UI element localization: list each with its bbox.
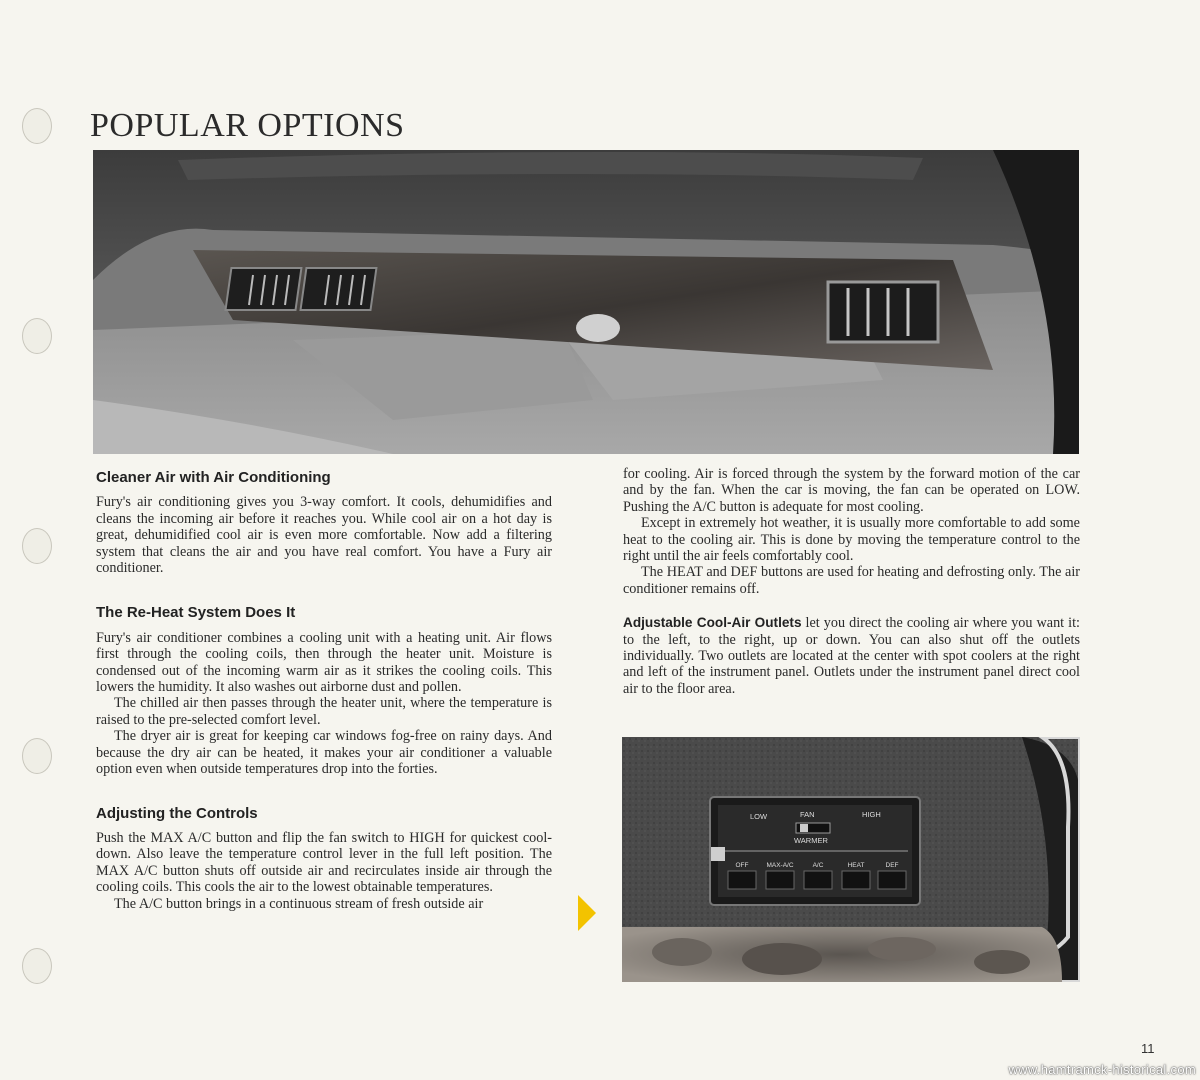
dashboard-photo (93, 150, 1079, 454)
body-paragraph: The A/C button brings in a continuous stream of fresh outside air (114, 895, 484, 912)
panel-button-def (878, 871, 906, 889)
panel-button-off (728, 871, 756, 889)
body-paragraph: The HEAT and DEF buttons are used for heating and defrosting only. The air conditioner remains off. (623, 564, 1080, 597)
section-heading-cleaner-air: Cleaner Air with Air Conditioning (96, 469, 331, 486)
panel-label-ac: A/C (812, 862, 824, 869)
body-paragraph: Fury's air conditioner combines a cooling unit with a heating unit. Air flows first through the cooling coils, then through the heater unit. Moisture is condensed out of the incoming warm air as it strikes the cooling coils. This lowers the humidity. It also washes out airborne dust and pollen. (96, 629, 552, 696)
panel-label-low: LOW (750, 812, 768, 821)
panel-label-off: OFF (735, 862, 749, 869)
binder-hole (22, 738, 52, 774)
body-paragraph: for cooling. Air is forced through the system by the forward motion of the car and by the fan. When the car is moving, the fan can be operated on LOW. Pushing the A/C button is adequate for most cooling. (623, 466, 1080, 515)
body-paragraph: Fury's air conditioning gives you 3-way comfort. It cools, dehumidifies and cleans the incoming air before it reaches you. While cool air on a hot day is great, dehumidified cool air is even more comfortable. Now add a filtering system that cleans the air and you have real comfort. You have a Fury air conditioner. (96, 494, 552, 577)
panel-button-ac (804, 871, 832, 889)
body-paragraph: The dryer air is great for keeping car windows fog-free on rainy days. And because the dry air can be heated, it makes your air conditioner a valuable option even when outside temperatures drop into the forties. (96, 728, 552, 778)
body-paragraph: The chilled air then passes through the heater unit, where the temperature is raised to the pre-selected comfort level. (96, 695, 552, 728)
binder-hole (22, 108, 52, 144)
outlets-lead: Adjustable Cool-Air Outlets (623, 615, 802, 631)
panel-button-max-ac (766, 871, 794, 889)
section-heading-reheat: The Re-Heat System Does It (96, 604, 296, 622)
control-panel-photo (622, 737, 1080, 982)
panel-label-fan: FAN (800, 810, 815, 819)
panel-label-max-ac: MAX-A/C (766, 862, 794, 869)
body-paragraph-outlets (623, 615, 1080, 697)
body-paragraph: Except in extremely hot weather, it is usually more comfortable to add some heat to the cooling air. This is done by moving the temperature control to the right until the air feels comfortably cool. (623, 515, 1080, 565)
panel-label-high: HIGH (862, 810, 881, 819)
watermark-url: www.hamtramck-historical.com (1008, 1062, 1196, 1077)
right-column (623, 466, 1080, 697)
outlets-text: let you direct the cooling air where you want it: to the left, to the right, up or down. You can also shut off the outlets individually. Two outlets are located at the center with spot coolers at the right and left of the instrument panel. Outlets under the instrument panel direct cool air to the floor area. (623, 615, 1080, 697)
section-heading-adjusting-controls: Adjusting the Controls (96, 804, 258, 822)
page-number: 11 (1141, 1041, 1155, 1056)
panel-label-warmer: WARMER (794, 836, 828, 845)
page-title: POPULAR OPTIONS (90, 106, 405, 144)
binder-hole (22, 948, 52, 984)
panel-button-heat (842, 871, 870, 889)
panel-label-def: DEF (885, 862, 899, 869)
binder-hole (22, 318, 52, 354)
binder-hole (22, 528, 52, 564)
left-column (96, 470, 552, 912)
body-paragraph: Push the MAX A/C button and flip the fan switch to HIGH for quickest cool-down. Also leave the temperature control lever in the full left position. The MAX A/C button shuts off outside air and recirculates inside air through the cooling coils. This cools the air to the lowest obtainable temperatures. (96, 829, 552, 896)
yellow-arrow-icon (578, 895, 596, 931)
panel-label-heat: HEAT (847, 862, 865, 869)
